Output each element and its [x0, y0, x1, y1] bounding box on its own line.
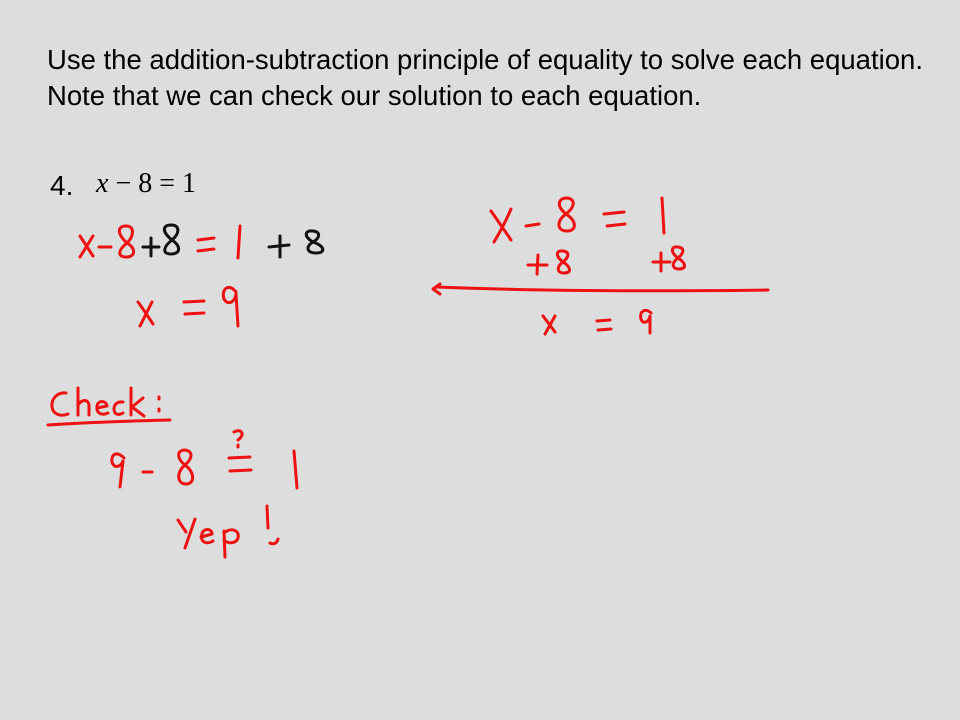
handwriting-method-2-result [543, 310, 651, 334]
handwriting-method-1-line-1 [80, 225, 323, 258]
handwriting-method-2-line-2 [528, 247, 685, 274]
handwriting-method-2-line-1 [491, 198, 664, 242]
handwriting-check-answer [178, 506, 278, 557]
problem-number: 4. [50, 170, 74, 201]
handwriting-method-1-line-2 [138, 287, 238, 326]
handwriting-method-2-rule [433, 284, 768, 294]
handwriting-check-line [112, 431, 297, 488]
handwriting-check-heading [48, 388, 170, 425]
equation-variable: x [96, 168, 109, 199]
equation-rest: − 8 = 1 [108, 168, 197, 199]
instructions-text: Use the addition-subtraction principle of equality to solve each equation. Note that we can check our solution to each equation. [47, 44, 923, 111]
